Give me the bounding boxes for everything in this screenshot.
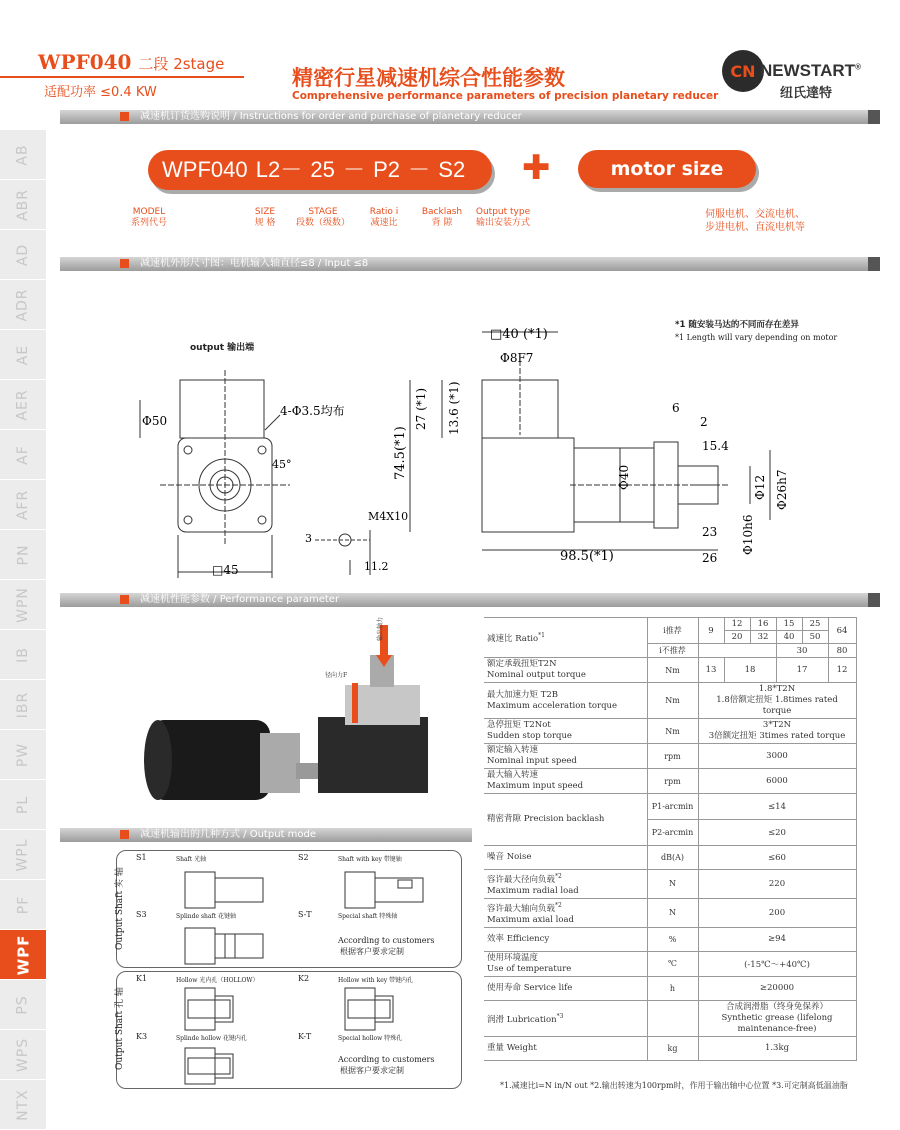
section-dimension: 减速机外形尺寸图：电机输入轴直径≤8 / Input ≤8 (60, 257, 880, 271)
output-mode-desc: Splinde hollow 花键内孔 (176, 1035, 247, 1042)
label-model: MODEL 系列代号 (130, 207, 167, 228)
output-label: output 输出端 (190, 343, 255, 353)
sidebar-tab-wpf[interactable] (0, 930, 46, 980)
sidebar-tab-pf[interactable] (0, 880, 46, 930)
series-sidebar (0, 130, 46, 1121)
model-title: WPF040 二段 2stage (38, 50, 225, 74)
sidebar-tab-pl[interactable] (0, 780, 46, 830)
output-mode-code: S1 (136, 853, 147, 862)
sidebar-tab-label: ADR (15, 287, 31, 322)
ratio-label: 减速比 Ratio$^{*1}$ (484, 618, 647, 658)
dim-holes: 4-Φ3.5均布 (280, 404, 345, 418)
dim-d12: Φ12 (753, 474, 767, 500)
section-output-mode: 减速机输出的几种方式 / Output mode (60, 828, 472, 842)
label-stage: STAGE 段数（级数） (295, 207, 350, 228)
sidebar-tab-adr[interactable] (0, 280, 46, 330)
section-performance: 减速机性能参数 / Performance parameter (60, 593, 880, 607)
output-mode-desc: Splinde shaft 花键轴 (176, 913, 237, 920)
performance-table: 减速比 Ratio$^{*1}$ i推荐 9 12 16 15 25 64 20 32 40 50 i不推荐 30 80 额定承载扭矩T2N Nominal output torque Nm 13 18 17 12 最大加速力矩 T2B Maximum acceleration torque Nm 1.8*T2N 1.8倍额定扭矩 1.8times rated torque 急停扭矩 T2Not Sudden stop torque Nm 3*T2N 3倍额定扭矩 3times rated torque 额定输入转速 Nominal input speed rpm 3000 最大输入转速 Maximum input speed rpm 6000 精密背隙 Precision backlash P1-arcmin ≤14 P2-arcmin ≤20 噪音 Noise dB(A) ≤60 容许最大径向负载$^{*2}$ Maximum radial load N 220 容许最大轴向负载$^{*2}$ Maximum axial load N 200 效率 Efficiency % ≥94 使用环境温度 Use of temperature ℃ (-15℃～+40℃) 使用寿命 Service life h ≥20000 润滑 Lubrication$^{*3}$ 合成润滑脂（终身免保养） Synthetic grease (lifelong maintenance-free) 重量 Weight kg 1.3kg (484, 617, 857, 1061)
dim-d50: Φ50 (142, 414, 168, 428)
sidebar-tab-label: WPL (15, 837, 31, 872)
sidebar-tab-pw[interactable] (0, 730, 46, 780)
dim-m4: M4X10 (368, 510, 409, 523)
page-title-cn: 精密行星减速机综合性能参数 (292, 66, 565, 90)
dim-sq45: □45 (212, 563, 239, 577)
dim-6: 6 (672, 401, 680, 415)
output-mode-desc: Hollow 光内孔（HOLLOW） (176, 977, 259, 984)
header-underline (0, 76, 244, 78)
sidebar-tab-label: IB (14, 646, 31, 663)
label-ratio: Ratio i 减速比 (369, 207, 399, 228)
dim-27: 27 (*1) (414, 387, 428, 430)
dim-13: 13.6 (*1) (447, 381, 461, 435)
sidebar-tab-wpn[interactable] (0, 580, 46, 630)
dim-74: 74.5(*1) (393, 426, 408, 480)
sidebar-tab-label: PL (15, 795, 31, 814)
output-mode-code: K1 (136, 974, 148, 983)
output-mode-code: K-T (298, 1032, 312, 1041)
output-mode-code: K2 (298, 974, 310, 983)
power-label: 适配功率 ≤0.4 KW (44, 85, 157, 100)
output-mode-desc: Hollow with key 带键内孔 (338, 977, 414, 984)
motor-note: 伺服电机、交流电机、 步进电机、直流电机等 (705, 209, 805, 233)
label-size: SIZE 规 格 (254, 207, 276, 228)
sidebar-tab-abr[interactable] (0, 180, 46, 230)
dim-d26: Φ26h7 (775, 469, 789, 510)
brand-name-cn: 纽氏達特 (780, 86, 833, 101)
sidebar-tab-label: AER (15, 388, 31, 421)
dim-98: 98.5(*1) (560, 549, 614, 564)
custom-note-cn: 根据客户要求定制 (340, 1066, 404, 1075)
sidebar-tab-ibr[interactable] (0, 680, 46, 730)
dim-sq40: □40 (*1) (490, 327, 548, 342)
output-mode-code: K3 (136, 1032, 148, 1041)
sidebar-tab-label: AF (14, 444, 31, 465)
photo-arrow-label: 输出轴力 (377, 616, 384, 641)
sidebar-tab-label: AFR (14, 489, 31, 520)
brand-name: NEWSTART® (760, 61, 861, 80)
output-mode-drawings (130, 850, 460, 1090)
sidebar-tab-ib[interactable] (0, 630, 46, 680)
output-mode-code: S-T (298, 910, 312, 919)
sidebar-tab-afr[interactable] (0, 480, 46, 530)
note-length-cn: *1 随安装马达的不同而存在差异 (675, 320, 799, 330)
sidebar-tab-af[interactable] (0, 430, 46, 480)
dim-23: 23 (702, 525, 718, 539)
dim-15: 15.4 (702, 439, 729, 453)
side-view-drawing (390, 320, 820, 580)
product-photo (130, 615, 460, 825)
order-code-pill: WPF040 L2－ 25 － P2 － S2 (148, 150, 492, 190)
table-footnote: *1.减速比i=N in/N out *2.输出转速为100rpm时，作用于输出轴中心位置 *3.可定制高低温油脂 (500, 1081, 848, 1090)
brand-logo: CN (722, 50, 764, 92)
dim-d40: Φ40 (617, 464, 631, 490)
sidebar-tab-label: WPN (14, 586, 31, 623)
output-mode-desc: Special hollow 特殊孔 (338, 1035, 403, 1042)
hollow-shaft-title: Output Shaft 孔 轴 (115, 987, 125, 1070)
sidebar-tab-wpl[interactable] (0, 830, 46, 880)
output-mode-desc: Shaft 光轴 (176, 856, 207, 863)
output-mode-code: S3 (136, 910, 147, 919)
photo-side-label: 径向力F (325, 672, 348, 679)
sidebar-tab-label: PS (15, 994, 31, 1015)
sidebar-tab-ab[interactable] (0, 130, 46, 180)
sidebar-tab-label: ABR (14, 188, 31, 221)
custom-note-en: According to customers (338, 936, 435, 945)
sidebar-tab-ps[interactable] (0, 980, 46, 1030)
section-order: 减速机订货选购说明 / Instructions for order and purchase of planetary reducer (60, 110, 880, 124)
sidebar-tab-ntx[interactable] (0, 1080, 46, 1130)
sidebar-tab-pn[interactable] (0, 530, 46, 580)
sidebar-tab-aer[interactable] (0, 380, 46, 430)
sidebar-tab-label: PW (14, 742, 31, 767)
sidebar-tab-label: WPS (14, 1037, 31, 1072)
label-backlash: Backlash 背 隙 (421, 207, 463, 228)
dim-angle: 45° (272, 458, 292, 471)
sidebar-tab-ad[interactable] (0, 230, 46, 280)
sidebar-tab-label: WPF (13, 934, 32, 975)
page-title-en: Comprehensive performance parameters of precision planetary reducer (292, 90, 719, 102)
dim-26: 26 (702, 551, 718, 565)
output-mode-code: S2 (298, 853, 309, 862)
sidebar-tab-wps[interactable] (0, 1030, 46, 1080)
dim-3: 3 (305, 532, 312, 545)
custom-note-en: According to customers (338, 1055, 435, 1064)
custom-note-cn: 根据客户要求定制 (340, 947, 404, 956)
sidebar-tab-label: AB (15, 143, 31, 166)
output-mode-desc: Shaft with key 带键轴 (338, 856, 402, 863)
sidebar-tab-label: PF (15, 895, 31, 914)
solid-shaft-title: Output Shaft 实 轴 (115, 867, 125, 950)
sidebar-tab-label: AE (15, 344, 31, 365)
note-length-en: *1 Length will vary depending on motor (675, 333, 838, 342)
sidebar-tab-label: PN (14, 544, 31, 565)
sidebar-tab-label: NTX (15, 1088, 31, 1121)
front-view-drawing (120, 360, 420, 590)
label-output-type: Output type 输出安装方式 (475, 207, 531, 228)
dim-2: 2 (700, 415, 708, 429)
dim-d8f7: Φ8F7 (500, 351, 534, 365)
sidebar-tab-label: AD (14, 243, 31, 266)
motor-size-pill: motor size (578, 150, 756, 188)
sidebar-tab-ae[interactable] (0, 330, 46, 380)
sidebar-tab-label: IBR (15, 691, 31, 718)
output-mode-desc: Special shaft 特殊轴 (338, 913, 398, 920)
plus-icon: ✚ (522, 148, 551, 188)
dim-11: 11.2 (364, 560, 389, 573)
dim-d10: Φ10h6 (741, 514, 755, 555)
